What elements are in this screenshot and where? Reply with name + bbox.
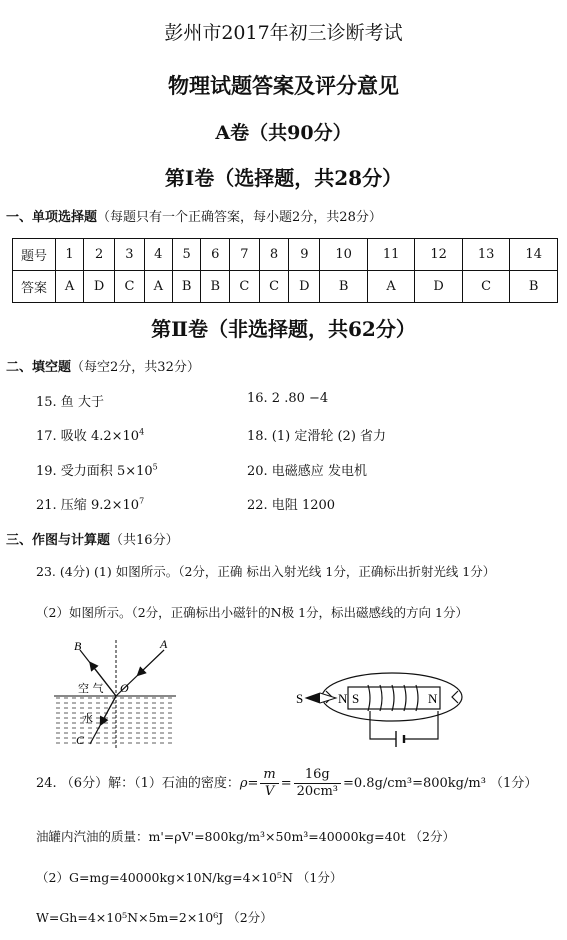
table-cell: 13 [462,239,510,271]
q24-work: W=Gh=4×10⁵N×5m=2×10⁶J （2分） [36,910,273,925]
incident-arrow [140,650,164,673]
section2-num: 二、 [6,360,33,375]
section1-note: （每题只有一个正确答案，每小题2分，共28分） [97,210,382,225]
table-row [13,239,558,271]
section2-heading [6,356,200,375]
circuit-wire-right [404,711,438,739]
part2-heading: 第Ⅱ卷（非选择题，共62分） [151,317,416,341]
fill-answer: 18. (1) 定滑轮 (2) 省力 [247,429,387,444]
fill-answer-text: 21. 压缩 9.2×10 [36,498,140,513]
fraction-values [294,767,341,800]
table-cell: B [201,271,230,303]
section3-title: 作图与计算题 [32,533,111,548]
table-cell: B [510,271,558,303]
density-result: =0.8g/cm³=800kg/m³ （1分） [343,776,538,791]
table-cell: B [320,271,368,303]
table-cell: A [56,271,84,303]
numerator: 16g [294,767,341,784]
table-cell: 1 [56,239,84,271]
label-a: A [160,637,168,651]
fill-answer [36,460,158,479]
row-label-number: 题号 [13,239,56,271]
q24-gravity: （2）G=mg=40000kg×10N/kg=4×10⁵N （1分） [36,870,343,885]
water-region [54,696,176,746]
fill-answer [36,425,144,444]
section3-num: 三、 [6,533,33,548]
part1-heading: 第I卷（选择题，共28分） [164,166,403,190]
circuit-wire-left [370,711,396,739]
table-cell: 12 [415,239,463,271]
q24-prefix: 24. （6分）解：（1）石油的密度： [36,776,240,791]
table-cell: C [259,271,289,303]
q24-mass: 油罐内汽油的质量：m'=ρV'=800kg/m³×50m³=40000kg=40t （2分） [36,829,455,844]
table-cell: 8 [259,239,289,271]
electromagnet-diagram [292,655,472,750]
row-label-answer: 答案 [13,271,56,303]
table-cell: C [230,271,260,303]
exponent: 7 [139,496,145,506]
label-air: 空 气 [78,682,104,695]
label-o: O [120,681,129,695]
needle-s-label: S [296,691,304,706]
exam-title: 彭州市2017年初三诊断考试 [164,22,403,44]
section3-heading [6,529,179,548]
table-cell: D [84,271,115,303]
refraction-diagram [48,636,188,756]
numerator: m [260,767,278,784]
table-cell: D [415,271,463,303]
table-cell: 10 [320,239,368,271]
core-s-label: S [352,691,360,706]
table-cell: 11 [367,239,415,271]
label-b: B [74,639,82,653]
exponent: 5 [152,462,158,472]
fill-answer-text: 19. 受力面积 5×10 [36,464,153,479]
label-c: C [76,733,85,747]
fraction-m-over-v [260,767,278,800]
fill-answer: 22. 电阻 1200 [247,498,336,513]
answer-table [12,238,558,303]
table-cell: C [115,271,145,303]
section1-num: 一、 [6,210,33,225]
rho-symbol: ρ= [239,776,259,791]
q24-density [36,767,537,800]
answer-key-title: 物理试题答案及评分意见 [168,73,399,98]
q23-part2: （2）如图所示。（2分，正确标出小磁针的N极 1分，标出磁感线的方向 1分） [36,605,468,620]
denominator: 20cm³ [296,784,339,799]
field-arrow-right [452,691,458,703]
table-cell: A [144,271,172,303]
volume-a-heading: A卷（共90分） [215,122,352,144]
fill-answer: 20. 电磁感应 发电机 [247,464,367,479]
fill-answer: 16. 2 .80 −4 [247,391,329,406]
fill-answer-text: 17. 吸收 4.2×10 [36,429,140,444]
table-cell: D [289,271,320,303]
needle-n-label: N [338,691,348,706]
table-cell: C [462,271,510,303]
core-n-label: N [428,691,438,706]
table-cell: A [367,271,415,303]
table-row [13,271,558,303]
table-cell: 4 [144,239,172,271]
table-cell: 2 [84,239,115,271]
table-cell: 14 [510,239,558,271]
table-cell: 3 [115,239,145,271]
section2-note: （每空2分，共32分） [71,360,200,375]
table-cell: 7 [230,239,260,271]
section1-title: 单项选择题 [32,210,98,225]
exponent: 4 [139,427,145,437]
equals-sign: = [280,776,292,791]
table-cell: 5 [172,239,201,271]
label-water: 水 [82,712,93,725]
section3-note: （共16分） [110,533,179,548]
compass-needle-dark [306,693,320,703]
table-cell: B [172,271,201,303]
section2-title: 填空题 [32,360,72,375]
fill-answer [36,494,144,513]
denominator: V [264,784,275,799]
fill-answer: 15. 鱼 大于 [36,395,104,410]
table-cell: 9 [289,239,320,271]
q23-part1: 23. (4分) (1) 如图所示。（2分，正确 标出入射光线 1分，正确标出折射光线 1分） [36,564,496,579]
table-cell: 6 [201,239,230,271]
section1-heading [6,206,382,225]
